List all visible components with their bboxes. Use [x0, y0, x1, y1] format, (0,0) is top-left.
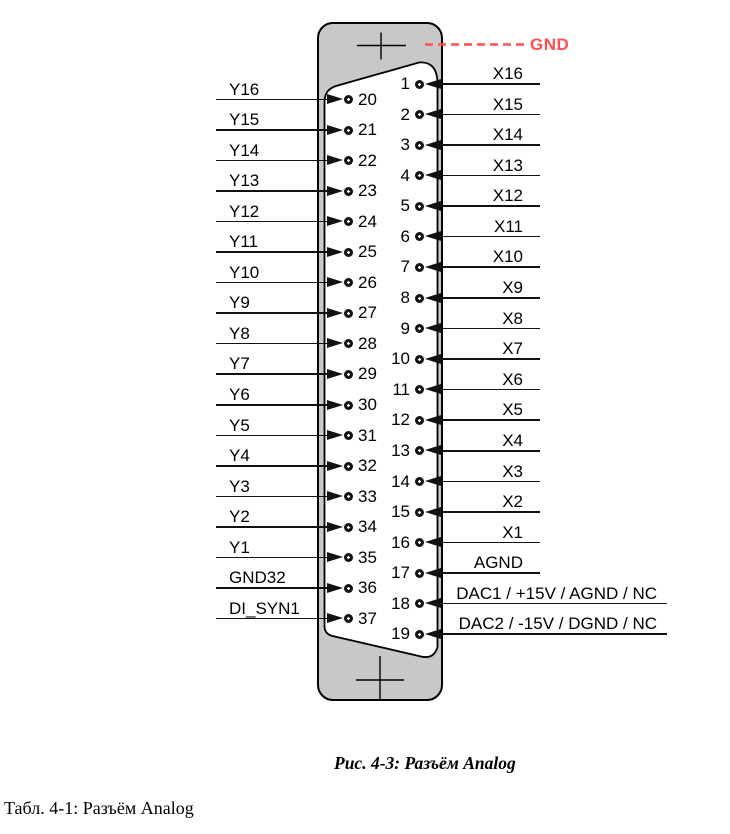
pin-leader-line — [216, 99, 328, 101]
pin-leader-line — [441, 144, 540, 146]
ground-label: GND — [530, 35, 570, 54]
pin-number: 4 — [400, 165, 410, 185]
arrowhead-right-icon — [327, 216, 343, 226]
arrowhead-right-icon — [327, 522, 343, 532]
pin-dot — [415, 110, 424, 119]
pin-label: Y6 — [229, 385, 250, 404]
pin-leader-line — [216, 587, 328, 589]
table-caption: Табл. 4-1: Разъём Analog — [4, 798, 194, 818]
pin-dot — [344, 126, 353, 135]
pin-label: X2 — [502, 492, 523, 512]
pin-number: 34 — [358, 517, 377, 537]
pin-dot — [344, 492, 353, 501]
pin-number: 2 — [400, 104, 410, 124]
arrowhead-right-icon — [327, 369, 343, 379]
pin-label: X16 — [492, 64, 523, 83]
arrowhead-right-icon — [327, 247, 343, 257]
pin-leader-line — [441, 419, 540, 421]
pin-label: Y4 — [229, 446, 250, 466]
pin-leader-line — [216, 129, 328, 131]
pin-dot — [344, 584, 353, 593]
pin-label: Y11 — [229, 232, 258, 252]
pin-number: 6 — [400, 226, 410, 246]
pin-number: 19 — [391, 624, 410, 644]
pin-label: Y1 — [229, 537, 250, 557]
pin-number: 13 — [391, 440, 410, 460]
pin-label: X4 — [502, 430, 523, 450]
pin-label: X10 — [492, 247, 523, 267]
pin-leader-line — [441, 236, 540, 238]
pin-leader-line — [441, 603, 667, 605]
pin-label: Y14 — [229, 140, 260, 160]
pin-leader-line — [216, 160, 328, 162]
arrowhead-right-icon — [327, 583, 343, 593]
pin-label: X13 — [492, 155, 523, 175]
pin-leader-line — [216, 496, 328, 498]
pin-dot — [344, 309, 353, 318]
pin-leader-line — [441, 481, 540, 483]
pin-label: X14 — [492, 125, 523, 145]
pin-leader-line — [441, 572, 540, 574]
pin-leader-line — [216, 373, 328, 375]
pin-dot — [415, 416, 424, 425]
pin-dot — [415, 202, 424, 211]
arrowhead-right-icon — [327, 338, 343, 348]
pin-number: 18 — [391, 593, 410, 613]
pin-leader-line — [441, 205, 540, 207]
pin-label: X8 — [502, 308, 523, 328]
pin-dot — [344, 401, 353, 410]
pin-label: Y3 — [229, 476, 250, 496]
pin-label: X9 — [502, 278, 523, 298]
pin-number: 14 — [391, 471, 410, 491]
pin-number: 22 — [358, 150, 377, 170]
pin-dot — [344, 217, 353, 226]
pin-number: 32 — [358, 456, 377, 476]
pin-number: 26 — [358, 272, 377, 292]
pin-number: 24 — [358, 211, 377, 231]
pin-leader-line — [441, 633, 667, 635]
pin-dot — [344, 553, 353, 562]
pin-dot — [344, 187, 353, 196]
pin-leader-line — [216, 526, 328, 528]
pin-leader-line — [216, 618, 328, 620]
pin-label: Y2 — [229, 507, 250, 527]
pin-label: Y5 — [229, 415, 250, 435]
pin-label: DAC2 / -15V / DGND / NC — [458, 614, 657, 634]
pin-dot — [344, 248, 353, 257]
pin-number: 21 — [358, 120, 377, 140]
pin-label: Y8 — [229, 323, 250, 343]
pin-number: 35 — [358, 547, 377, 567]
pin-number: 9 — [400, 318, 410, 338]
pin-number: 15 — [391, 502, 410, 522]
pin-label: Y7 — [229, 354, 250, 374]
pin-label: X15 — [492, 94, 523, 114]
pin-label: X5 — [502, 400, 523, 420]
pin-leader-line — [216, 221, 328, 223]
pin-number: 25 — [358, 242, 377, 262]
pin-leader-line — [441, 175, 540, 177]
pin-number: 33 — [358, 486, 377, 506]
pin-leader-line — [441, 328, 540, 330]
pin-label: Y9 — [229, 293, 250, 313]
arrowhead-right-icon — [327, 277, 343, 287]
pin-label: X7 — [502, 339, 523, 359]
pin-dot — [415, 294, 424, 303]
pin-number: 1 — [400, 74, 410, 93]
arrowhead-right-icon — [327, 186, 343, 196]
arrowhead-right-icon — [327, 94, 343, 104]
figure-caption: Рис. 4-3: Разъём Analog — [334, 753, 516, 773]
pin-dot — [344, 156, 353, 165]
pin-dot — [344, 370, 353, 379]
arrowhead-right-icon — [327, 461, 343, 471]
pin-number: 11 — [392, 379, 410, 399]
arrowhead-right-icon — [327, 155, 343, 165]
pin-dot — [344, 614, 353, 623]
pin-leader-line — [441, 114, 540, 116]
pin-leader-line — [216, 404, 328, 406]
pin-leader-line — [216, 557, 328, 559]
pin-number: 20 — [358, 89, 377, 109]
pin-leader-line — [441, 297, 540, 299]
pin-number: 8 — [400, 288, 410, 308]
arrowhead-right-icon — [327, 308, 343, 318]
pin-dot — [415, 141, 424, 150]
pin-leader-line — [441, 358, 540, 360]
pin-dot — [415, 477, 424, 486]
arrowhead-right-icon — [327, 552, 343, 562]
pin-number: 3 — [400, 135, 410, 155]
pin-dot — [344, 278, 353, 287]
pin-dot — [415, 569, 424, 578]
pin-number: 10 — [391, 349, 410, 369]
pin-label: Y10 — [229, 262, 260, 282]
pin-number: 17 — [391, 563, 410, 583]
pin-label: Y15 — [229, 110, 260, 130]
pin-leader-line — [441, 511, 540, 513]
pin-leader-line — [216, 312, 328, 314]
pin-number: 23 — [358, 181, 377, 201]
pin-label: DI_SYN1 — [229, 598, 300, 618]
pin-label: Y13 — [229, 171, 260, 191]
pin-leader-line — [441, 83, 540, 85]
pin-label: GND32 — [229, 568, 286, 588]
arrowhead-right-icon — [327, 491, 343, 501]
pin-leader-line — [216, 465, 328, 467]
pin-dot — [415, 508, 424, 517]
pin-leader-line — [216, 282, 328, 284]
pin-dot — [344, 523, 353, 532]
pin-dot — [415, 80, 424, 89]
arrowhead-right-icon — [327, 430, 343, 440]
pin-number: 7 — [400, 257, 410, 277]
pin-label: X11 — [494, 216, 523, 236]
arrowhead-right-icon — [327, 613, 343, 623]
pin-label: AGND — [473, 553, 523, 573]
pin-number: 5 — [400, 196, 410, 216]
arrowhead-right-icon — [327, 400, 343, 410]
pin-number: 31 — [358, 425, 377, 445]
pin-number: 28 — [358, 333, 377, 353]
pin-leader-line — [216, 343, 328, 345]
pin-label: X6 — [502, 369, 523, 389]
pin-label: X1 — [502, 522, 523, 542]
pin-label: Y12 — [229, 201, 260, 221]
pin-number: 27 — [358, 303, 377, 323]
pin-number: 30 — [358, 395, 377, 414]
pin-leader-line — [441, 542, 540, 544]
pin-number: 29 — [358, 364, 377, 384]
pin-dot — [344, 431, 353, 440]
pin-number: 36 — [358, 578, 377, 598]
arrowhead-right-icon — [327, 125, 343, 135]
pin-dot — [415, 355, 424, 364]
pin-dot — [415, 630, 424, 639]
pin-label: X12 — [492, 186, 523, 206]
pin-leader-line — [216, 190, 328, 192]
pin-leader-line — [441, 450, 540, 452]
pin-number: 16 — [391, 532, 410, 552]
pin-number: 37 — [358, 608, 377, 628]
pin-leader-line — [216, 251, 328, 253]
pin-leader-line — [216, 435, 328, 437]
pin-number: 12 — [391, 410, 410, 430]
pin-label: DAC1 / +15V / AGND / NC — [456, 583, 657, 603]
pin-dot — [344, 339, 353, 348]
pin-dot — [415, 263, 424, 272]
pin-label: X3 — [502, 461, 523, 481]
pin-dot — [344, 95, 353, 104]
pin-dot — [344, 462, 353, 471]
pin-label: Y16 — [229, 79, 260, 99]
pin-leader-line — [441, 389, 540, 391]
pin-leader-line — [441, 266, 540, 268]
